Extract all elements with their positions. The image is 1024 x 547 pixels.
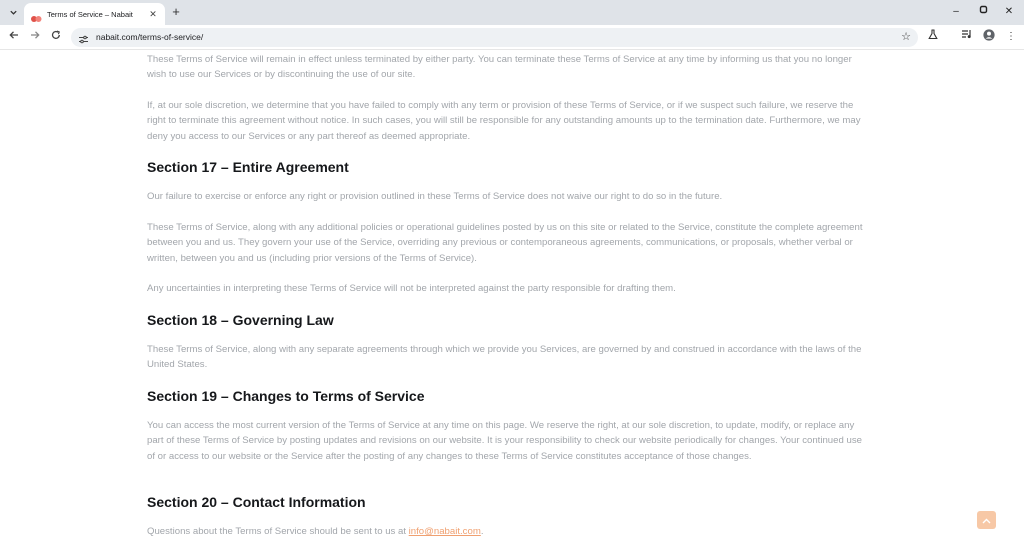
- address-bar[interactable]: [71, 28, 918, 47]
- nabait-favicon-icon: [31, 10, 42, 18]
- tab-strip: [0, 0, 1024, 25]
- forward-icon[interactable]: [27, 29, 43, 45]
- section-17-paragraph-3: Any uncertainties in interpreting these Terms of Service will not be interpreted against the party responsible for drafting them.: [147, 283, 676, 294]
- reload-icon[interactable]: [48, 29, 64, 45]
- bookmark-star-icon[interactable]: ☆: [901, 31, 911, 43]
- restore-icon[interactable]: [973, 4, 993, 20]
- scroll-to-top-button[interactable]: [977, 511, 996, 529]
- section-20-paragraph-1: [147, 524, 872, 539]
- page-viewport: [0, 51, 1024, 547]
- url-text: nabait.com/terms-of-service/: [96, 32, 204, 42]
- close-icon[interactable]: ✕: [149, 8, 157, 19]
- section-17-paragraph-1: Our failure to exercise or enforce any right or provision outlined in these Terms of Service does not waive our right to do so in the future.: [147, 191, 723, 202]
- contact-text-end: .: [480, 526, 484, 537]
- section-19-paragraph-1: You can access the most current version of the Terms of Service at any time on this page. We reserve the right, at our sole discretion, to update, modify, or replace any part of these Terms of Service by posting updates and revisions on our website. It is your responsibility to check our website periodically for changes. Your continued use of or access to our website or the Service after the posting of any changes to these Terms of Service constitutes acceptance of those changes.: [147, 420, 862, 462]
- section-19-heading: Section 19 – Changes to Terms of Service: [147, 388, 425, 404]
- close-window-icon[interactable]: ✕: [1004, 6, 1014, 17]
- chevron-up-icon: [982, 511, 991, 529]
- browser-toolbar: [0, 25, 1024, 50]
- media-icon[interactable]: [959, 29, 975, 45]
- contact-email-link[interactable]: info@nabait.com: [408, 526, 481, 537]
- site-settings-icon[interactable]: [78, 32, 89, 43]
- contact-text: Questions about the Terms of Service should be sent to us at: [147, 526, 409, 537]
- menu-icon[interactable]: ⋮: [1006, 31, 1016, 42]
- section-17-heading: Section 17 – Entire Agreement: [147, 159, 349, 175]
- new-tab-icon[interactable]: +: [172, 4, 180, 19]
- minimize-icon[interactable]: –: [953, 6, 959, 17]
- section-18-paragraph-1: These Terms of Service, along with any separate agreements through which we provide you Services, are governed by and construed in accordance with the laws of the United States.: [147, 344, 862, 371]
- section-17-paragraph-2: These Terms of Service, along with any additional policies or operational guidelines posted by us on this site or related to the Service, constitute the complete agreement between you and us. They govern your use of the Service, overriding any previous or contemporaneous agreements, communications, or proposals, whether verbal or written, between you and us (including prior versions of the Terms of Service).: [147, 222, 863, 264]
- section-20-heading: Section 20 – Contact Information: [147, 494, 366, 510]
- tab-title: Terms of Service – Nabait: [47, 9, 133, 19]
- active-tab[interactable]: [24, 3, 165, 25]
- back-icon[interactable]: [6, 29, 22, 45]
- paragraph-termination-1: These Terms of Service will remain in effect unless terminated by either party. You can terminate these Terms of Service at any time by informing us that you no longer wish to use our Services or by discontinuing the use of our site.: [147, 54, 852, 81]
- tab-search-icon[interactable]: [4, 3, 22, 21]
- labs-icon[interactable]: [925, 29, 941, 45]
- paragraph-termination-2: If, at our sole discretion, we determine that you have failed to comply with any term or provision of these Terms of Service, or if we suspect such failure, we reserve the right to terminate this agreement without notice. In such cases, you will still be responsible for any outstanding amounts up to the termination date. Furthermore, we may deny you access to our Services or any part thereof as deemed appropriate.: [147, 100, 861, 142]
- profile-icon[interactable]: [981, 29, 997, 45]
- section-18-heading: Section 18 – Governing Law: [147, 312, 334, 328]
